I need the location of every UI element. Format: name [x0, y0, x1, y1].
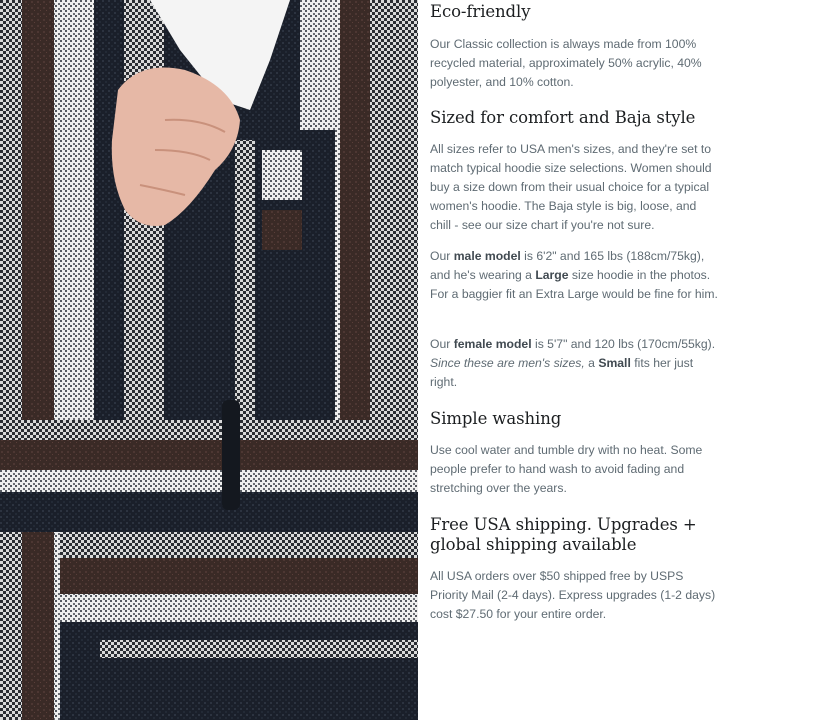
sizing-text: All sizes refer to USA men's sizes, and they're set to match typical hoodie size selections. Women should buy a size down from their usual choice for a typical women's hoodie. The Baja style is big, loose, and chill - see our size chart if you're not sure.: [430, 142, 712, 232]
sizing-heading: Sized for comfort and Baja style: [430, 108, 696, 127]
female-model-label: female model: [453, 337, 532, 351]
large-size-label: Large: [535, 268, 569, 282]
shipping-heading: Free USA shipping. Upgrades + global shipping available: [430, 515, 697, 554]
male-model-text: Our male model is 6'2" and 165 lbs (188cm/75kg), and he's wearing a Large size hoodie in the photos. For a baggier fit an Extra Large would be fine for him.: [430, 249, 718, 301]
washing-heading: Simple washing: [430, 409, 562, 428]
washing-text: Use cool water and tumble dry with no heat. Some people prefer to hand wash to avoid fading and stretching over the years.: [430, 443, 703, 495]
shipping-text: All USA orders over $50 shipped free by USPS Priority Mail (2-4 days). Express upgrades (1-2 days) cost $27.50 for your entire order.: [430, 569, 716, 621]
male-model-label: male model: [453, 249, 521, 263]
eco-friendly-text: Our Classic collection is always made from 100% recycled material, approximately 50% acrylic, 40% polyester, and 10% cotton.: [430, 37, 702, 89]
female-model-text: Our female model is 5'7" and 120 lbs (170cm/55kg). Since these are men's sizes, a Small fits her just right.: [430, 337, 716, 389]
small-size-label: Small: [598, 356, 631, 370]
eco-friendly-heading: Eco-friendly: [430, 2, 531, 21]
